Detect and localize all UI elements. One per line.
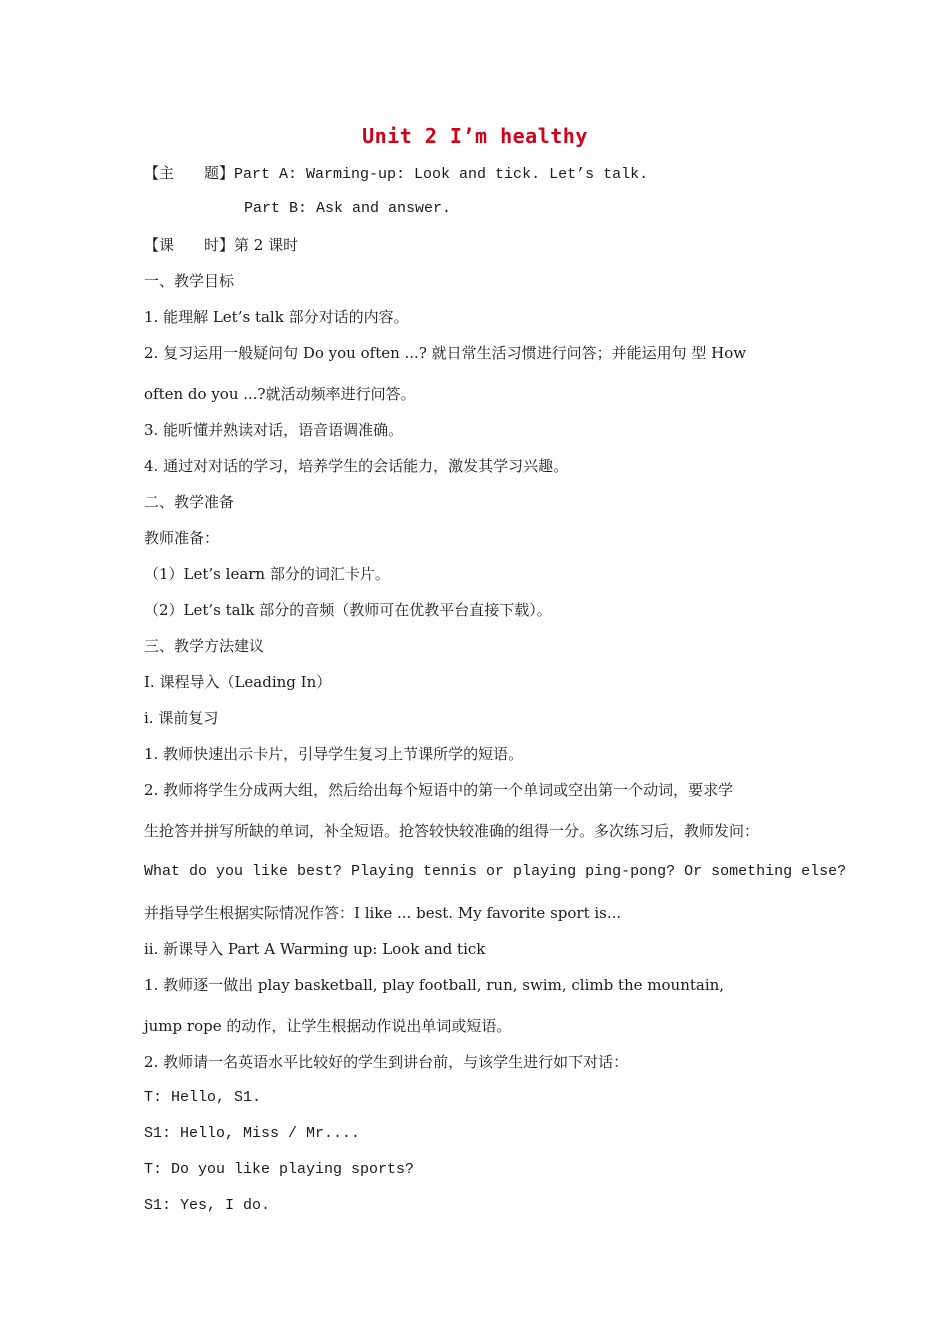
new-lesson-step-1-line-1: 1. 教师逐一做出 play basketball, play football, run, swim, climb the mountain,	[144, 976, 725, 994]
topic-line-2: Part B: Ask and answer.	[244, 200, 452, 217]
review-step-1: 1. 教师快速出示卡片，引导学生复习上节课所学的短语。	[144, 745, 524, 763]
review-step-2-line-4: 并指导学生根据实际情况作答：I like ... best. My favorite sport is...	[144, 904, 622, 922]
period-row	[144, 235, 298, 255]
lead-in-heading: I. 课程导入（Leading In）	[144, 673, 332, 691]
period-value: 第 2 课时	[234, 236, 299, 254]
dialog-line-1: T: Hello, S1.	[144, 1089, 262, 1106]
review-step-2-line-2: 生抢答并拼写所缺的单词，补全短语。抢答较快较准确的组得一分。多次练习后，教师发问：	[144, 822, 760, 840]
new-lesson-heading: ii. 新课导入 Part A Warming up: Look and tick	[144, 940, 486, 958]
dialog-line-3: T: Do you like playing sports?	[144, 1161, 415, 1178]
review-heading: i. 课前复习	[144, 709, 219, 727]
topic-line-1: Part A: Warming-up: Look and tick. Let’s talk.	[234, 166, 649, 183]
review-step-2-line-1: 2. 教师将学生分成两大组，然后给出每个短语中的第一个单词或空出第一个动词，要求学	[144, 781, 734, 799]
prep-label: 教师准备：	[144, 529, 220, 547]
objective-1: 1. 能理解 Let’s talk 部分对话的内容。	[144, 308, 409, 326]
topic-label: 【主 题】	[144, 164, 235, 182]
prep-item-2: （2）Let’s talk 部分的音频（教师可在优教平台直接下载）。	[144, 601, 552, 619]
objective-2-line-2: often do you ...?就活动频率进行问答。	[144, 385, 416, 403]
section-heading-objectives: 一、教学目标	[144, 272, 235, 290]
dialog-line-4: S1: Yes, I do.	[144, 1197, 271, 1214]
objective-2-line-1: 2. 复习运用一般疑问句 Do you often ...? 就日常生活习惯进行问答；并能运用句 型 How	[144, 344, 747, 362]
objective-4: 4. 通过对对话的学习，培养学生的会话能力，激发其学习兴趣。	[144, 457, 569, 475]
new-lesson-step-2: 2. 教师请一名英语水平比较好的学生到讲台前，与该学生进行如下对话：	[144, 1053, 629, 1071]
review-step-2-line-3: What do you like best? Playing tennis or playing ping-pong? Or something else?	[144, 863, 847, 880]
dialog-line-2: S1: Hello, Miss / Mr....	[144, 1125, 361, 1142]
topic-row	[144, 163, 648, 185]
period-label: 【课 时】	[144, 236, 235, 254]
prep-item-1: （1）Let’s learn 部分的词汇卡片。	[144, 565, 390, 583]
section-heading-preparation: 二、教学准备	[144, 493, 235, 511]
objective-3: 3. 能听懂并熟读对话，语音语调准确。	[144, 421, 404, 439]
document-title: Unit 2 I’m healthy	[362, 124, 588, 148]
section-heading-methods: 三、教学方法建议	[144, 637, 265, 655]
new-lesson-step-1-line-2: jump rope 的动作，让学生根据动作说出单词或短语。	[144, 1017, 512, 1035]
